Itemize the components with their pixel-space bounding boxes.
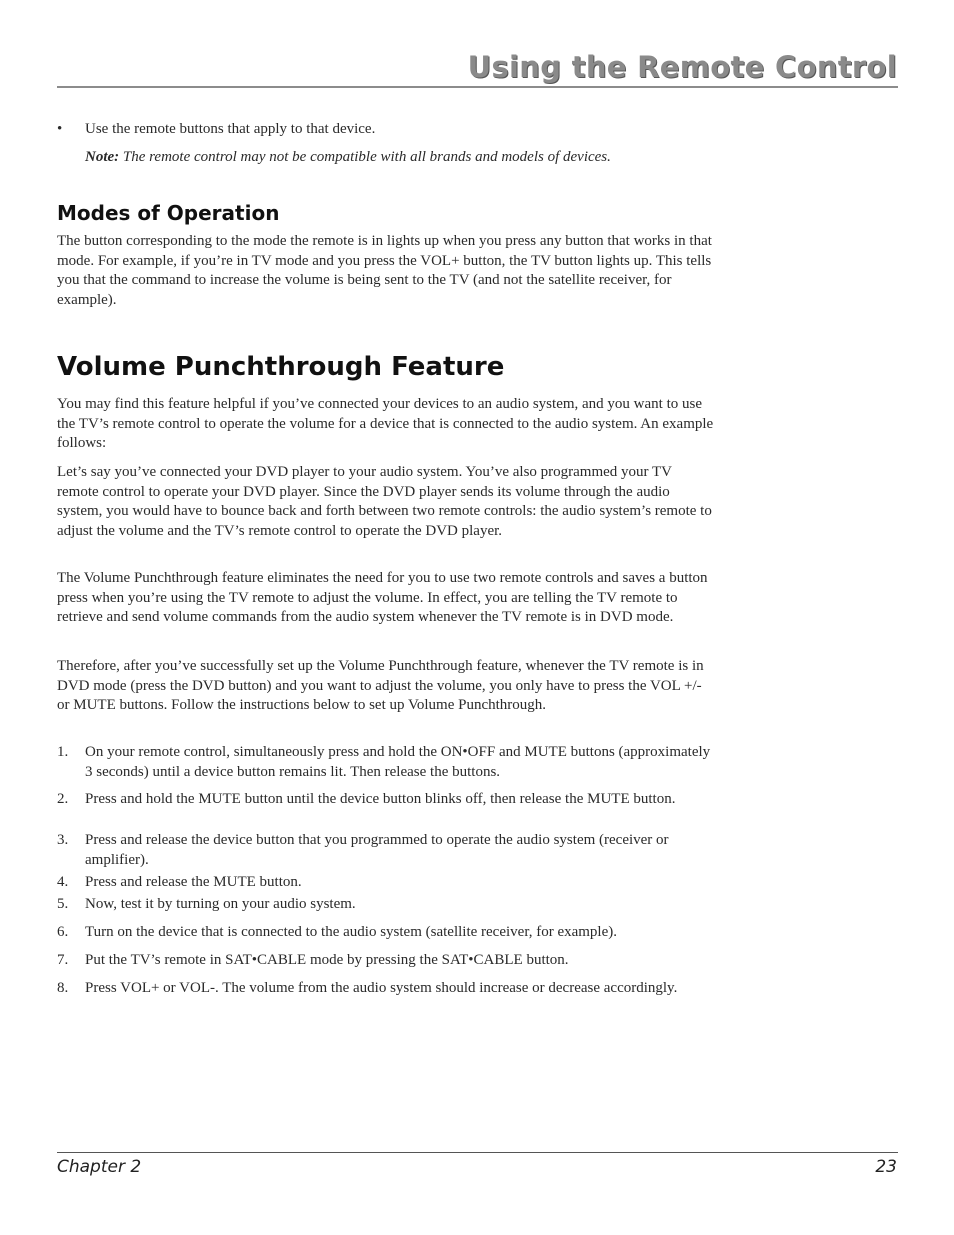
step-text: Press and release the device button that you programmed to operate the audio system (receiver or amplifier).	[85, 832, 669, 868]
modes-heading: Modes of Operation	[57, 201, 280, 225]
step-text: Press and release the MUTE button.	[85, 874, 302, 890]
step-number: 3.	[57, 832, 69, 848]
step-number: 5.	[57, 896, 69, 912]
volume-heading: Volume Punchthrough Feature	[57, 352, 505, 382]
step-number: 6.	[57, 924, 69, 940]
volume-paragraph-2: Let’s say you’ve connected your DVD player to your audio system. You’ve also programmed your TV remote control to operate your DVD player. Since the DVD player sends its volume through the audio system, you would have to bounce back and forth between two remote controls: the audio system’s remote to adjust the volume and the TV’s remote control to operate the DVD player.	[57, 464, 712, 539]
step-number: 2.	[57, 791, 69, 807]
step-text: Now, test it by turning on your audio system.	[85, 896, 356, 912]
step-text: Press and hold the MUTE button until the device button blinks off, then release the MUTE button.	[85, 791, 676, 807]
step-text: Turn on the device that is connected to the audio system (satellite receiver, for example).	[85, 924, 618, 940]
step-text: Put the TV’s remote in SAT•CABLE mode by pressing the SAT•CABLE button.	[85, 952, 569, 968]
bullet-text: Use the remote buttons that apply to that device.	[85, 121, 376, 137]
note-text: The remote control may not be compatible with all brands and models of devices.	[119, 149, 611, 165]
footer-page-number: 23	[875, 1157, 897, 1177]
footer-chapter: Chapter 2	[57, 1157, 142, 1177]
step-number: 7.	[57, 952, 69, 968]
volume-paragraph-4: Therefore, after you’ve successfully set up the Volume Punchthrough feature, whenever the TV remote is in DVD mode (press the DVD button) and you want to adjust the volume, you only have to press the VOL +/- or MUTE buttons. Follow the instructions below to set up Volume Punchthrough.	[57, 658, 704, 714]
step-text: On your remote control, simultaneously press and hold the ON•OFF and MUTE buttons (approximately 3 seconds) until a device button remains lit. Then release the buttons.	[85, 744, 711, 780]
note-label: Note:	[85, 149, 120, 165]
page-header-title: Using the Remote Control	[467, 50, 897, 84]
header-divider	[57, 86, 898, 88]
volume-paragraph-1: You may find this feature helpful if you’ve connected your devices to an audio system, and you want to use the TV’s remote control to operate the volume for a device that is connected to the audio system. An example follows:	[57, 396, 714, 452]
step-number: 1.	[57, 744, 69, 760]
volume-paragraph-3: The Volume Punchthrough feature eliminates the need for you to use two remote controls and saves a button press when you’re using the TV remote to adjust the volume. In effect, you are telling the TV remote to retrieve and send volume commands from the audio system whenever the TV remote is in DVD mode.	[57, 570, 708, 626]
step-number: 4.	[57, 874, 69, 890]
footer-divider	[57, 1152, 898, 1153]
bullet-icon: •	[57, 121, 63, 137]
step-number: 8.	[57, 980, 69, 996]
step-text: Press VOL+ or VOL-. The volume from the audio system should increase or decrease accordingly.	[85, 980, 678, 996]
note	[85, 148, 611, 168]
modes-paragraph: The button corresponding to the mode the remote is in lights up when you press any button that works in that mode. For example, if you’re in TV mode and you press the VOL+ button, the TV button lights up. This tells you that the command to increase the volume is being sent to the TV (and not the satellite receiver, for example).	[57, 233, 712, 308]
